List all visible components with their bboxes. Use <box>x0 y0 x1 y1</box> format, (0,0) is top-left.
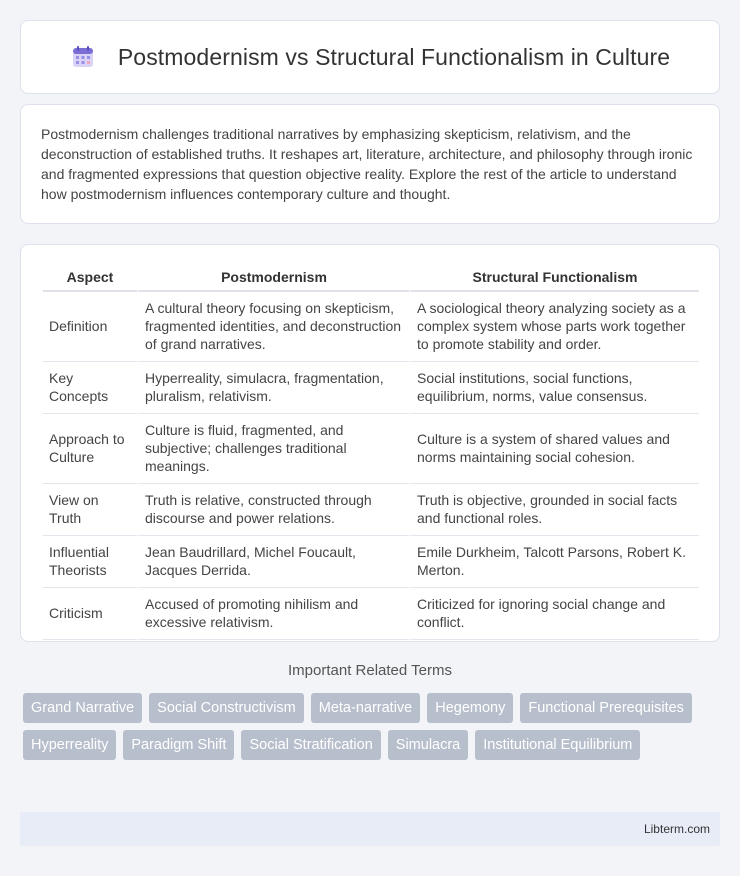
header-card <box>20 20 720 94</box>
structural-functionalism-cell: Social institutions, social functions, equilibrium, norms, value consensus. <box>409 362 699 414</box>
structural-functionalism-cell: Emile Durkheim, Talcott Parsons, Robert K. Merton. <box>409 536 699 588</box>
intro-card <box>20 104 720 224</box>
postmodernism-cell: Truth is relative, constructed through discourse and power relations. <box>137 484 409 536</box>
tag-paradigm-shift[interactable]: Paradigm Shift <box>123 730 234 760</box>
tag-simulacra[interactable]: Simulacra <box>388 730 468 760</box>
column-header-aspect: Aspect <box>43 265 137 292</box>
table-header-row <box>43 265 699 292</box>
structural-functionalism-cell: Culture is a system of shared values and norms maintaining social cohesion. <box>409 414 699 484</box>
structural-functionalism-cell: Truth is objective, grounded in social facts and functional roles. <box>409 484 699 536</box>
table-row <box>43 414 699 484</box>
table-row <box>43 536 699 588</box>
tag-institutional-equilibrium[interactable]: Institutional Equilibrium <box>475 730 640 760</box>
table-row <box>43 484 699 536</box>
row-aspect-cell: Approach to Culture <box>43 414 137 484</box>
tag-hegemony[interactable]: Hegemony <box>427 693 513 723</box>
footer <box>20 812 720 846</box>
row-aspect-cell: Criticism <box>43 588 137 640</box>
postmodernism-cell: A cultural theory focusing on skepticism, fragmented identities, and deconstruction of grand narratives. <box>137 292 409 362</box>
tag-grand-narrative[interactable]: Grand Narrative <box>23 693 142 723</box>
postmodernism-cell: Hyperreality, simulacra, fragmentation, pluralism, relativism. <box>137 362 409 414</box>
comparison-table <box>43 265 699 640</box>
table-row <box>43 588 699 640</box>
tag-hyperreality[interactable]: Hyperreality <box>23 730 116 760</box>
structural-functionalism-cell: Criticized for ignoring social change and conflict. <box>409 588 699 640</box>
row-aspect-cell: Definition <box>43 292 137 362</box>
related-terms-title: Important Related Terms <box>288 662 452 679</box>
table-row <box>43 292 699 362</box>
page-title: Postmodernism vs Structural Functionalism in Culture <box>117 43 671 70</box>
postmodernism-cell: Accused of promoting nihilism and excessive relativism. <box>137 588 409 640</box>
row-aspect-cell: Key Concepts <box>43 362 137 414</box>
table-row <box>43 362 699 414</box>
column-header-structural-functionalism: Structural Functionalism <box>409 265 699 292</box>
tag-functional-prerequisites[interactable]: Functional Prerequisites <box>520 693 692 723</box>
postmodernism-cell: Culture is fluid, fragmented, and subjective; challenges traditional meanings. <box>137 414 409 484</box>
row-aspect-cell: View on Truth <box>43 484 137 536</box>
postmodernism-cell: Jean Baudrillard, Michel Foucault, Jacques Derrida. <box>137 536 409 588</box>
tag-social-stratification[interactable]: Social Stratification <box>241 730 380 760</box>
structural-functionalism-cell: A sociological theory analyzing society as a complex system whose parts work together to promote stability and order. <box>409 292 699 362</box>
calendar-icon <box>70 44 96 70</box>
column-header-postmodernism: Postmodernism <box>137 265 409 292</box>
tag-meta-narrative[interactable]: Meta-narrative <box>311 693 420 723</box>
footer-brand-link[interactable]: Libterm.com <box>643 822 710 836</box>
tag-social-constructivism[interactable]: Social Constructivism <box>149 693 304 723</box>
row-aspect-cell: Influential Theorists <box>43 536 137 588</box>
related-terms-list <box>23 693 723 767</box>
intro-text: Postmodernism challenges traditional narratives by emphasizing skepticism, relativism, and the deconstruction of established truths. It reshapes art, literature, architecture, and philosophy through ironic and fragmented expressions that question objective reality. Explore the rest of the article to understand how postmodernism influences contemporary culture and thought. <box>41 126 693 202</box>
comparison-card <box>20 244 720 642</box>
